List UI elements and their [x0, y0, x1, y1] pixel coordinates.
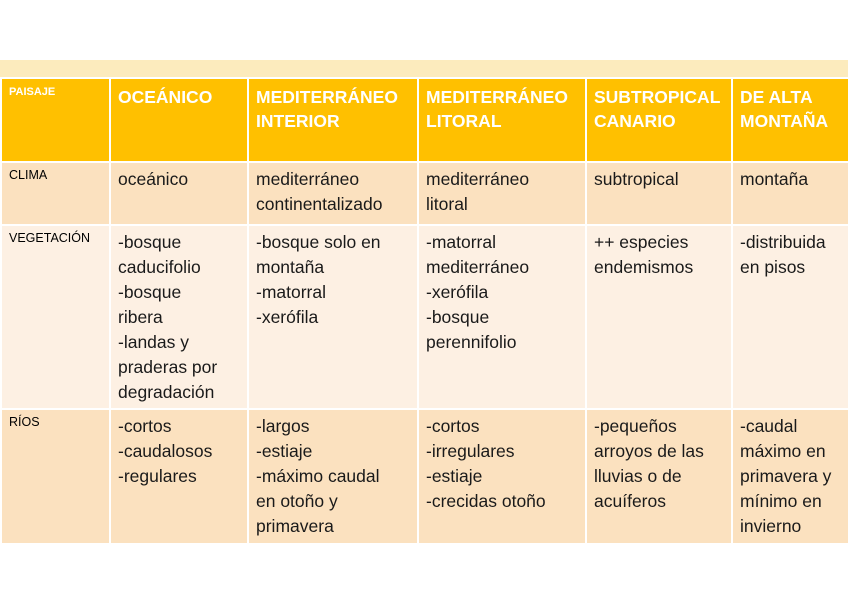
- cell-line: -crecidas otoño: [426, 491, 546, 511]
- column-header: [248, 78, 418, 162]
- cell-line: MEDITERRÁNEO: [256, 87, 398, 107]
- cell-line: lluvias o de: [594, 466, 682, 486]
- cell-line: primavera: [256, 516, 334, 536]
- cell-line: -distribuida: [740, 232, 826, 252]
- cell-line: mínimo en: [740, 491, 822, 511]
- cell-line: -irregulares: [426, 441, 515, 461]
- cell-line: perennifolio: [426, 332, 517, 352]
- table-cell: [248, 225, 418, 409]
- cell-line: mediterráneo: [426, 169, 530, 189]
- cell-line: mediterráneo: [426, 257, 530, 277]
- table-cell: [586, 225, 732, 409]
- column-header: [110, 78, 248, 162]
- cell-line: en pisos: [740, 257, 806, 277]
- cell-line: -xerófila: [256, 307, 319, 327]
- cell-line: montaña: [740, 169, 809, 189]
- table-cell: [110, 162, 248, 225]
- cell-line: SUBTROPICAL: [594, 87, 721, 107]
- cell-line: primavera y: [740, 466, 832, 486]
- table-row-vegetacion: [1, 225, 848, 409]
- cell-line: subtropical: [594, 169, 679, 189]
- cell-line: -bosque: [426, 307, 490, 327]
- cell-line: arroyos de las: [594, 441, 704, 461]
- table-cell: [418, 225, 586, 409]
- cell-line: -matorral: [256, 282, 327, 302]
- cell-line: -bosque: [118, 232, 182, 252]
- cell-line: degradación: [118, 382, 215, 402]
- table-cell: [732, 409, 848, 544]
- table-cell: [732, 162, 848, 225]
- table-cell: [732, 225, 848, 409]
- cell-line: -caudalosos: [118, 441, 213, 461]
- cell-line: caducifolio: [118, 257, 201, 277]
- cell-line: DE ALTA: [740, 87, 813, 107]
- cell-line: -pequeños: [594, 416, 677, 436]
- cell-line: -regulares: [118, 466, 197, 486]
- cell-line: CANARIO: [594, 111, 676, 131]
- cell-line: MONTAÑA: [740, 111, 829, 131]
- top-band: [0, 60, 848, 77]
- table-cell: [586, 409, 732, 544]
- cell-line: -largos: [256, 416, 310, 436]
- row-label: VEGETACIÓN: [1, 225, 110, 409]
- table-cell: [248, 162, 418, 225]
- cell-line: INTERIOR: [256, 111, 340, 131]
- table-cell: [248, 409, 418, 544]
- cell-line: -cortos: [426, 416, 480, 436]
- cell-line: montaña: [256, 257, 325, 277]
- cell-line: máximo en: [740, 441, 826, 461]
- cell-line: endemismos: [594, 257, 694, 277]
- cell-line: -caudal: [740, 416, 798, 436]
- cell-line: -estiaje: [426, 466, 483, 486]
- cell-line: oceánico: [118, 169, 189, 189]
- corner-label: PAISAJE: [1, 78, 110, 162]
- row-label: CLIMA: [1, 162, 110, 225]
- table-cell: [110, 225, 248, 409]
- table-cell: [110, 409, 248, 544]
- cell-line: ++ especies: [594, 232, 689, 252]
- column-header: [586, 78, 732, 162]
- table-cell: [586, 162, 732, 225]
- cell-line: -matorral: [426, 232, 497, 252]
- cell-line: ribera: [118, 307, 163, 327]
- cell-line: -estiaje: [256, 441, 313, 461]
- column-header: [418, 78, 586, 162]
- cell-line: acuíferos: [594, 491, 666, 511]
- table-cell: [418, 162, 586, 225]
- cell-line: -landas y: [118, 332, 190, 352]
- table-row-clima: [1, 162, 848, 225]
- cell-line: praderas por: [118, 357, 218, 377]
- cell-line: litoral: [426, 194, 468, 214]
- column-header: [732, 78, 848, 162]
- cell-line: continentalizado: [256, 194, 383, 214]
- table-cell: [418, 409, 586, 544]
- cell-line: -cortos: [118, 416, 172, 436]
- table-header-row: [1, 78, 848, 162]
- cell-line: invierno: [740, 516, 802, 536]
- row-label: RÍOS: [1, 409, 110, 544]
- cell-line: -máximo caudal: [256, 466, 380, 486]
- landscape-table: [0, 77, 848, 545]
- table-row-rios: [1, 409, 848, 544]
- cell-line: -bosque: [118, 282, 182, 302]
- cell-line: -xerófila: [426, 282, 489, 302]
- cell-line: LITORAL: [426, 111, 502, 131]
- cell-line: -bosque solo en: [256, 232, 381, 252]
- cell-line: MEDITERRÁNEO: [426, 87, 568, 107]
- cell-line: mediterráneo: [256, 169, 360, 189]
- cell-line: OCEÁNICO: [118, 87, 213, 107]
- cell-line: en otoño y: [256, 491, 338, 511]
